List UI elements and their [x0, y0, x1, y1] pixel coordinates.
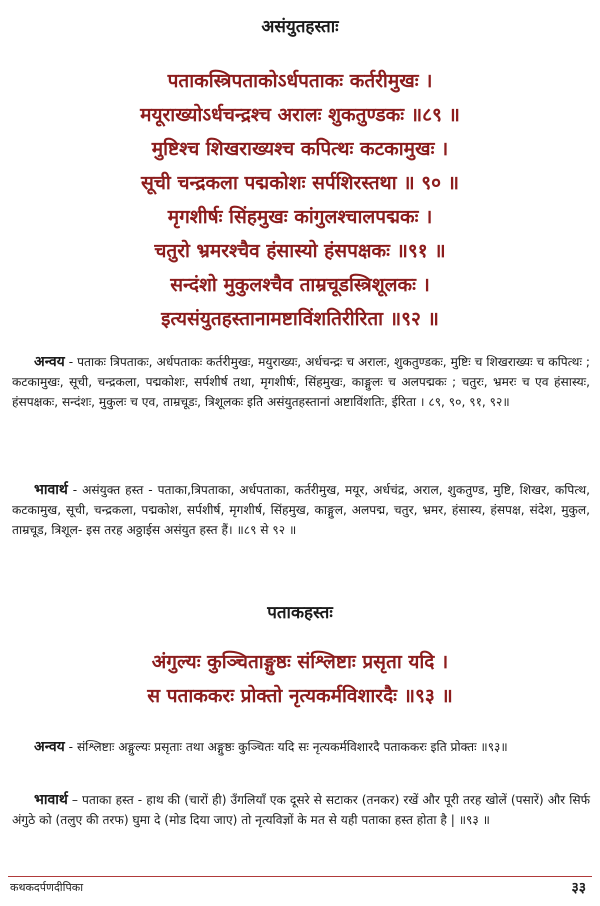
bhavarth-paragraph-1 — [12, 480, 590, 540]
footer-divider — [8, 876, 592, 877]
bhavarth-text: – पताका हस्त - हाथ की (चारों ही) उँगलियाँ एक दूसरे से सटाकर (तनकर) रखें और पूरी तरह खोलें (पसारें) और सिर्फ अंगुठे को (तलुए की तरफ) घुमा दे (मोड दिया जाए) तो नृत्यविज्ञों के मत से यही पताका हस्त होता है | ॥९३ ॥ — [12, 793, 590, 827]
footer-book-title: कथकदर्पणदीपिका — [10, 881, 84, 894]
verse-line: मृगशीर्षः सिंहमुखः कांगुलश्चालपद्मकः । — [167, 206, 433, 228]
verse-line: चतुरो भ्रमरश्चैव हंसास्यो हंसपक्षकः ॥९१ ॥ — [154, 240, 446, 262]
anvaya-text: - पताकः त्रिपताकः, अर्धपताकः कर्तरीमुखः, मयुराख्यः, अर्धचन्द्रः च अरालः, शुकतुण्डकः, मुष्टिः च शिखराख्यः च कपित्थः ; कटकामुखः, सूची, चन्द्रकला, पद्मकोशः, सर्पशीर्ष तथा, मृगशीर्षः, सिंहमुखः, काङ्गुलः च अलपद्मकः ; चतुरः, भ्रमरः च एव हंसास्यः, हंसपक्षकः, सन्दंशः, मुकुलः च एव, ताम्रचूडः, त्रिशूलकः इति असंयुतहस्तानां अष्टाविंशतिः, ईरिता । ८९, ९०, ९१, ९२॥ — [12, 355, 590, 409]
page-number: ३३ — [571, 880, 586, 896]
bhavarth-text: - असंयुक्त हस्त - पताका,त्रिपताका, अर्धपताका, कर्तरीमुख, मयूर, अर्धचंद्र, अराल, शुकतुण्ड, मुष्टि, शिखर, कपित्थ, कटकामुख, सूची, चन्द्रकला, पद्मकोश, सर्पशीर्ष, मृगशीर्ष, सिंहमुख, काङ्गुल, अलपद्म, चतुर, भ्रमर, हंसास्य, हंसपक्ष, संदेश, मुकुल, ताम्रचूड, त्रिशूल- इस तरह अठ्ठाईस असंयुत हस्त हैं। ॥८९ से ९२ ॥ — [12, 483, 590, 537]
anvaya-paragraph-2 — [12, 737, 590, 757]
verse-line: पताकस्त्रिपताकोऽर्धपताकः कर्तरीमुखः । — [167, 70, 433, 92]
verse-block-pataka — [0, 645, 600, 713]
section-heading-asamyuta: असंयुतहस्ताः — [261, 17, 339, 37]
verse-line: इत्यसंयुतहस्तानामष्टाविंशतिरीरिता ॥९२ ॥ — [161, 308, 439, 330]
verse-line: सन्दंशो मुकुलश्चैव ताम्रचूडस्त्रिशूलकः । — [170, 274, 430, 296]
anvaya-text: - संश्लिष्टाः अङ्गुल्यः प्रसृताः तथा अङ्गुष्ठः कुञ्चितः यदि सः नृत्यकर्मविशारदै पताककरः इति प्रोक्तः ॥९३॥ — [64, 740, 508, 754]
bhavarth-label: भावार्थ — [34, 792, 68, 808]
anvaya-label: अन्वय — [34, 354, 65, 370]
verse-line: मुष्टिश्च शिखराख्यश्च कपित्थः कटकामुखः । — [151, 138, 449, 160]
anvaya-label: अन्वय — [34, 739, 65, 755]
verse-line: मयूराख्योऽर्धचन्द्रश्च अरालः शुकतुण्डकः ॥८९ ॥ — [140, 104, 460, 126]
verse-line: स पताककरः प्रोक्तो नृत्यकर्मविशारदैः ॥९३ ॥ — [147, 685, 453, 707]
verse-line: अंगुल्यः कुञ्चिताङ्गुष्ठः संश्लिष्टाः प्रसृता यदि । — [151, 651, 449, 673]
verse-line: सूची चन्द्रकला पद्मकोशः सर्पशिरस्तथा ॥ ९० ॥ — [141, 172, 459, 194]
verse-block-asamyuta — [0, 64, 600, 336]
section-heading-pataka: पताकहस्तः — [267, 603, 333, 623]
bhavarth-paragraph-2 — [12, 790, 590, 830]
bhavarth-label: भावार्थ — [34, 482, 68, 498]
anvaya-paragraph-1 — [12, 352, 590, 412]
